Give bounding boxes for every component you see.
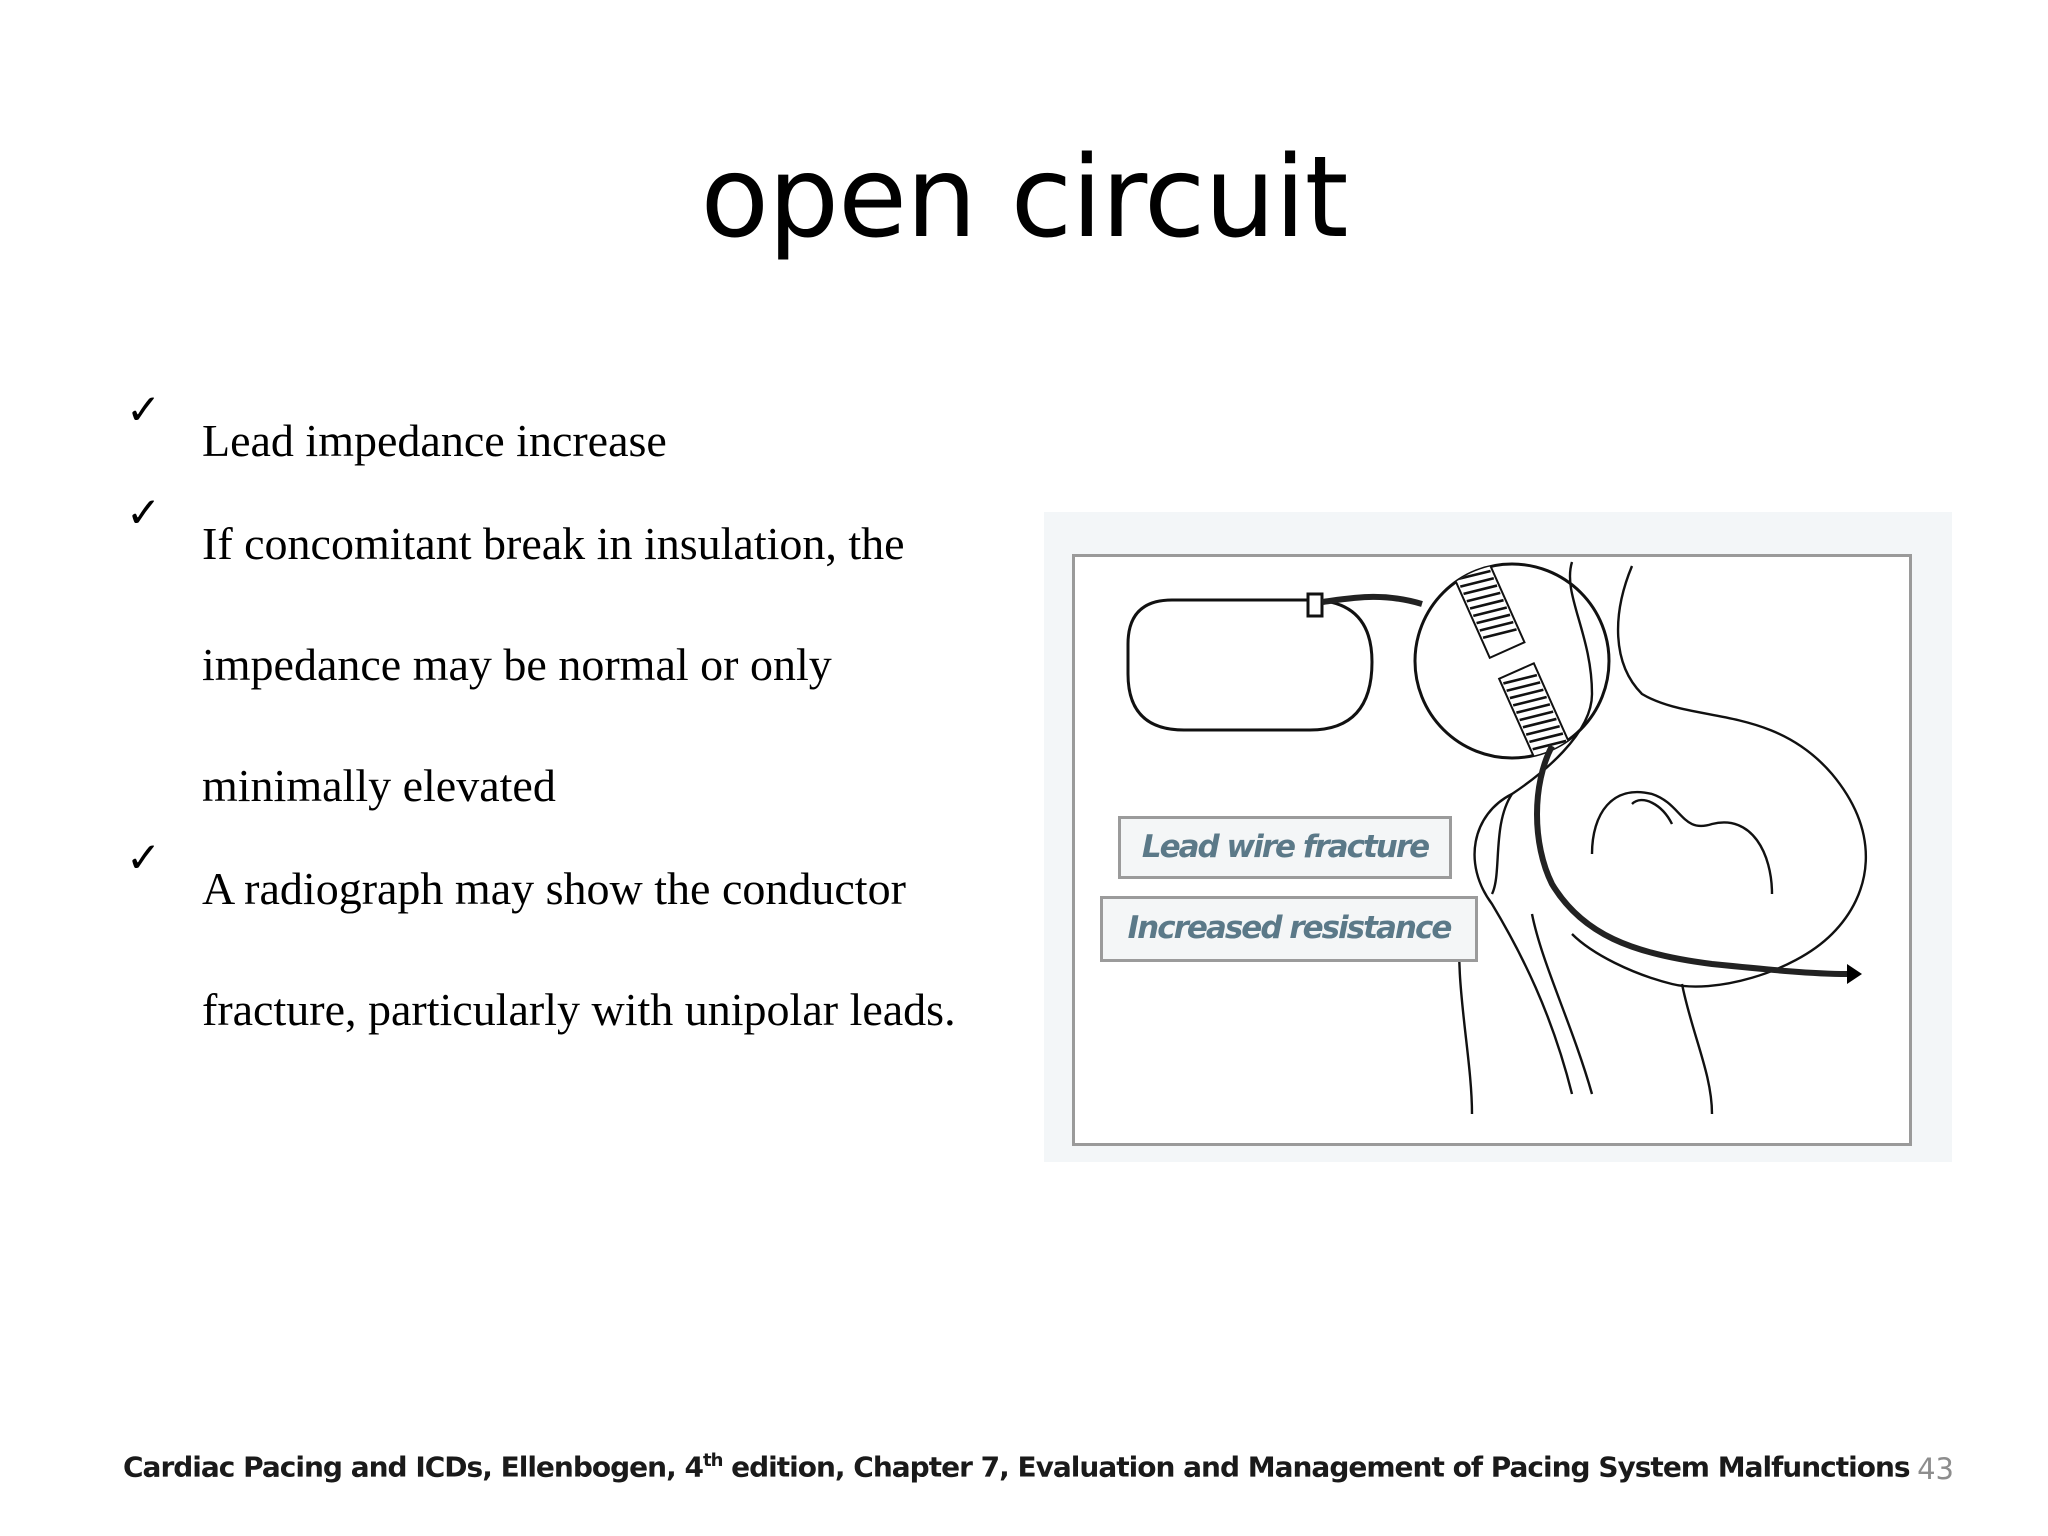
bullet-list <box>120 385 1020 1076</box>
footer-text-1: Cardiac Pacing and ICDs, Ellenbogen, 4 <box>123 1450 703 1484</box>
checkmark-icon: ✓ <box>126 488 162 537</box>
page-number: 43 <box>1917 1452 1954 1486</box>
checkmark-icon: ✓ <box>126 385 162 434</box>
footer-citation <box>123 1450 1910 1484</box>
lead-tip <box>1847 964 1862 984</box>
pulse-generator-shape <box>1128 600 1372 730</box>
lead-proximal <box>1322 597 1422 604</box>
increased-resistance-label: Increased resistance <box>1100 896 1478 962</box>
checkmark-icon: ✓ <box>126 833 162 882</box>
bullet-item <box>120 828 1020 1070</box>
lead-distal <box>1537 746 1847 974</box>
slide-title: open circuit <box>700 133 1348 263</box>
footer-superscript: th <box>702 1450 723 1471</box>
lead-wire-fracture-label: Lead wire fracture <box>1118 816 1452 879</box>
bullet-text: A radiograph may show the conductor fracture, particularly with unipolar leads. <box>202 863 956 1035</box>
bullet-text: Lead impedance increase <box>202 415 667 466</box>
bullet-item <box>120 483 1020 846</box>
connector-header <box>1308 594 1322 616</box>
bullet-text: If concomitant break in insulation, the impedance may be normal or only minimally elevated <box>202 518 905 811</box>
footer-text-2: edition, Chapter 7, Evaluation and Management of Pacing System Malfunctions <box>722 1450 1910 1484</box>
